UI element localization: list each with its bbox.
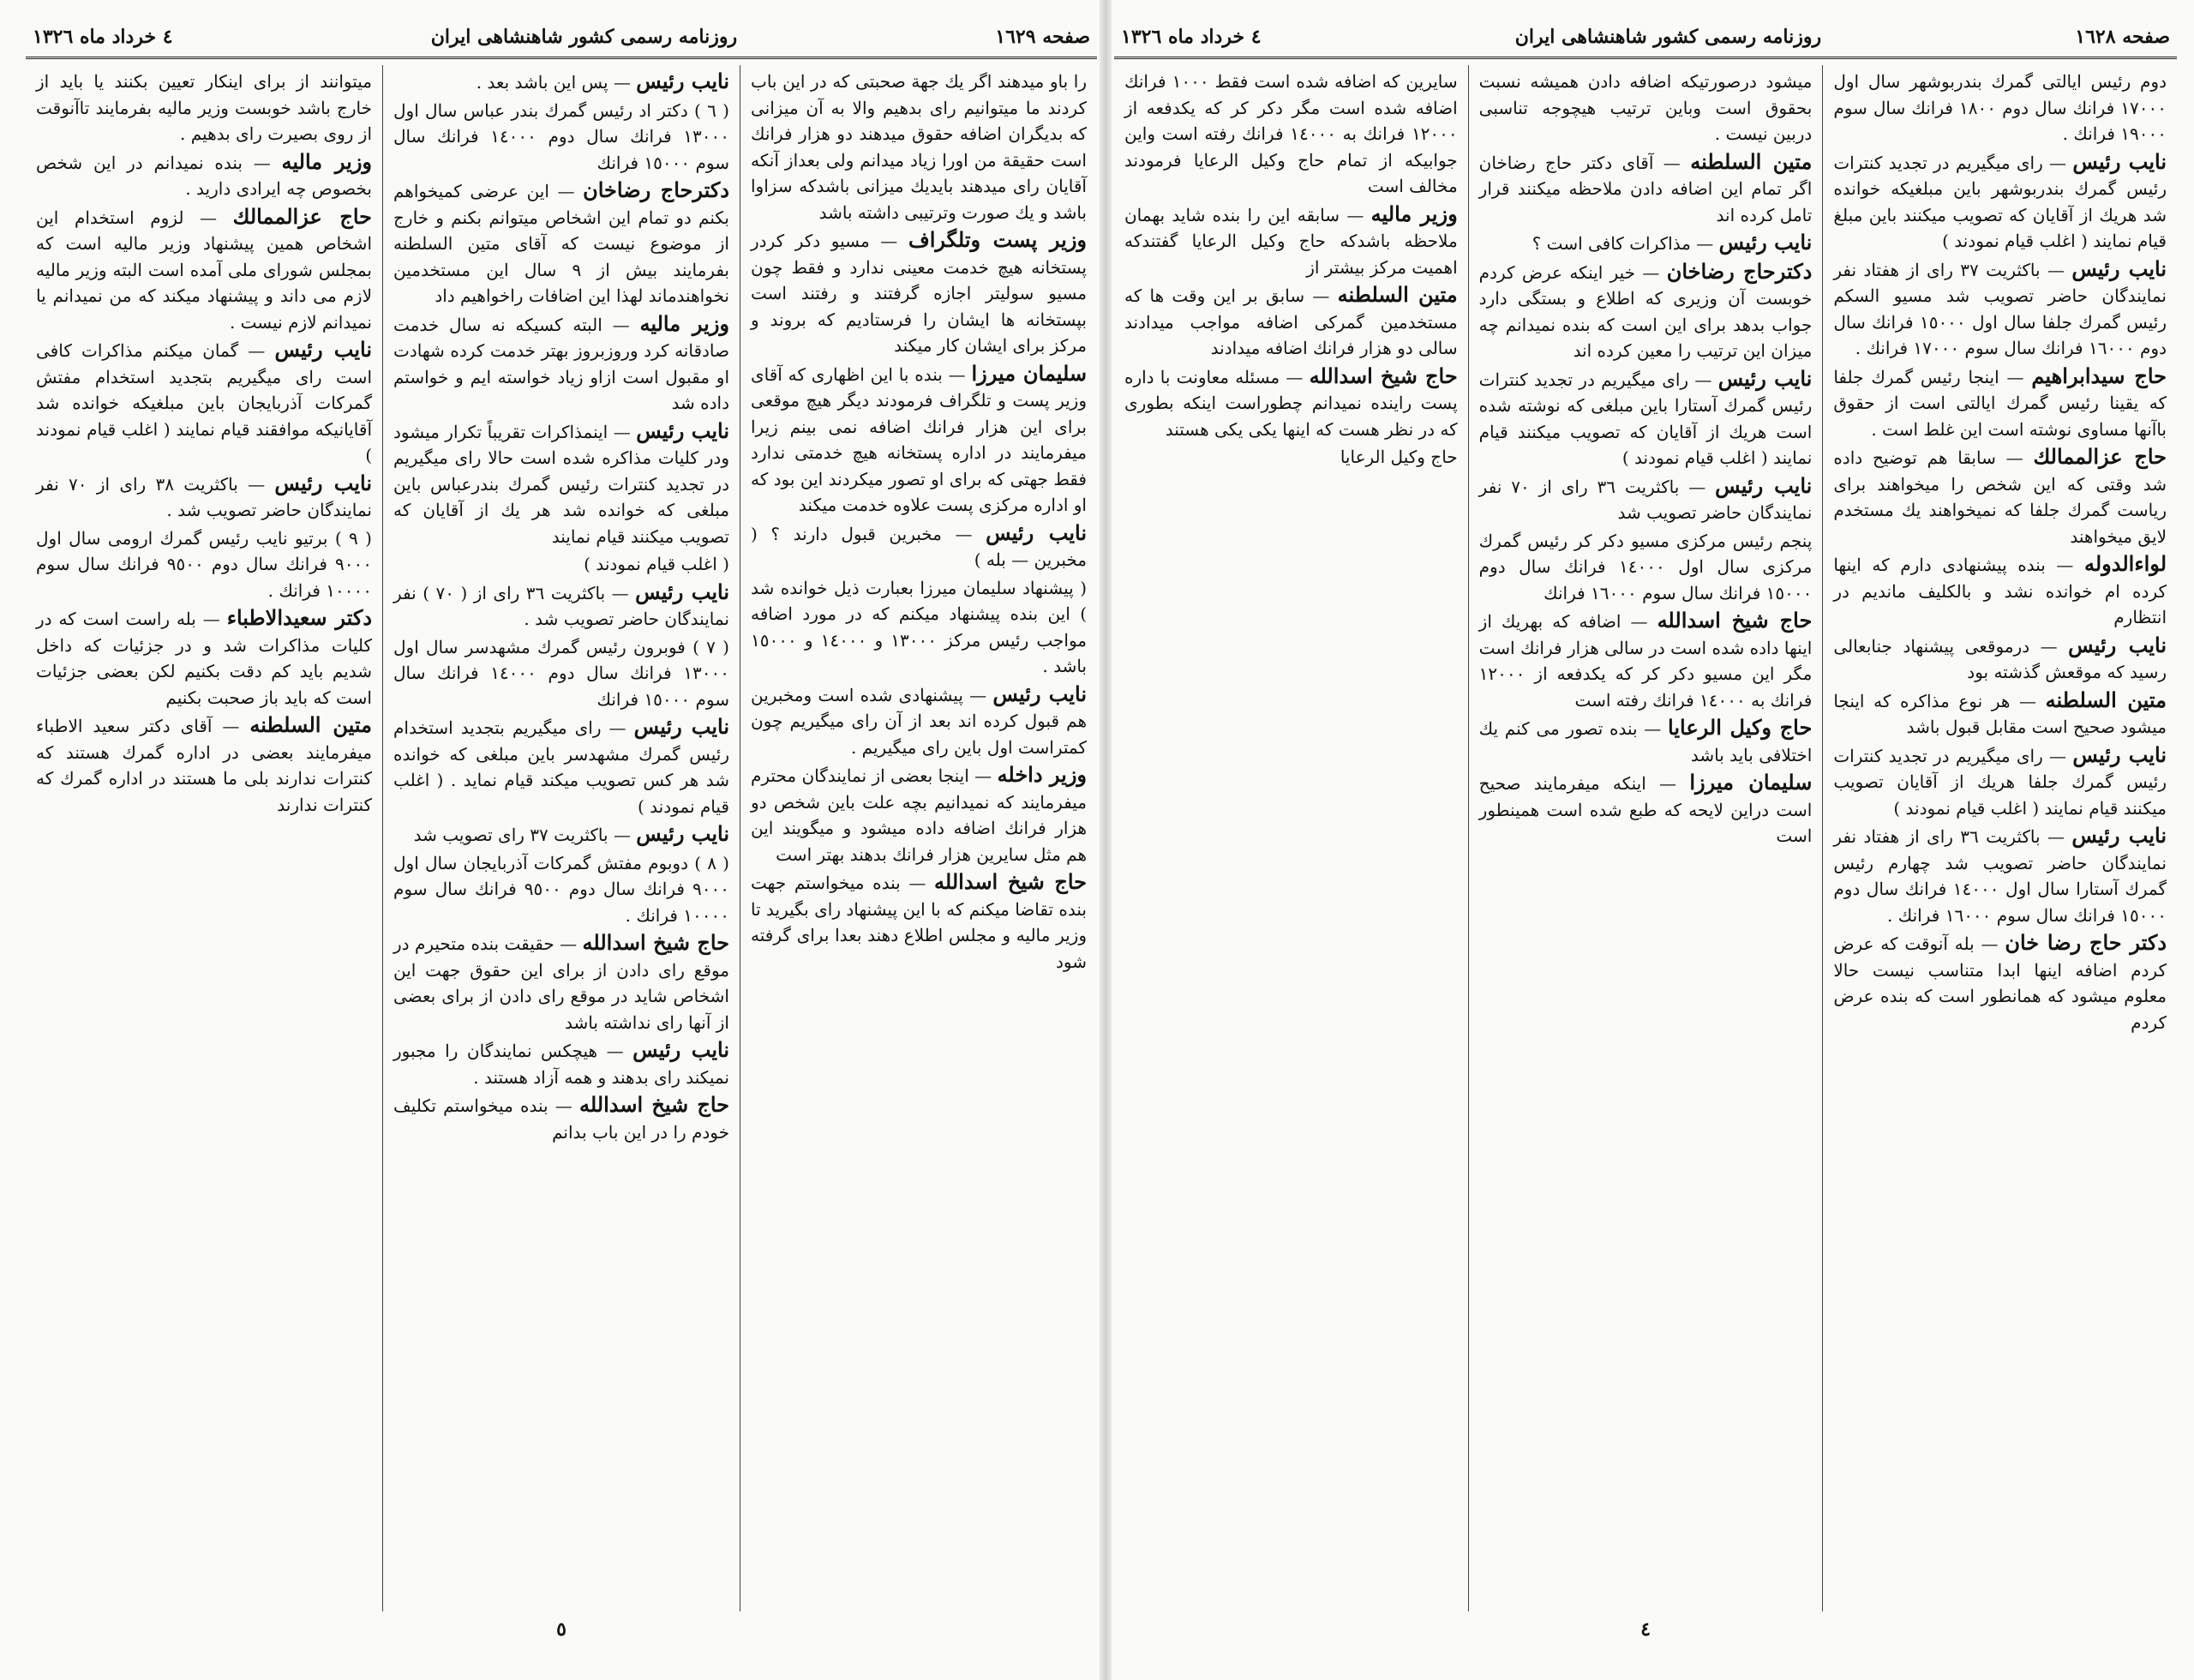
paragraph-text: — مذاکرات کافی است ؟: [1532, 233, 1714, 254]
paragraph-text: — سابقا هم توضیح داده شد وقتی که این شخص را میخواهند برای ریاست گمرك جلفا که نمیخواهند یك مستخدم لایق میخواهند: [1833, 447, 2167, 547]
paragraph: [393, 579, 729, 633]
paragraph: [393, 1037, 729, 1090]
paragraph: [751, 227, 1087, 359]
speaker-name: دکتر حاج رضا خان: [2005, 930, 2167, 955]
paragraph: [393, 98, 729, 177]
right-page-date: ٤ خرداد ماه ١٣٢٦: [1121, 26, 1262, 48]
paragraph-text: — سابقه این را بنده شاید بهمان ملاحظه باشدکه حاج وکیل الرعایا گفتندکه اهمیت مرکز بیشتر از: [1124, 204, 1458, 278]
paragraph: [751, 762, 1087, 867]
paragraph: [1833, 823, 2167, 928]
paragraph-text: پنجم رئیس مرکزی مسیو دکر کر رئیس گمرك مرکزی سال اول ١٤٠٠٠ فرانك سال دوم ١٥٠٠٠ فرانك سال سوم ١٦٠٠٠ فرانك: [1478, 530, 1813, 603]
paragraph: [1479, 770, 1813, 849]
left-page-date: ٤ خرداد ماه ١٣٢٦: [33, 26, 173, 48]
paragraph-text: — درموقعی پیشنهاد جنابعالی رسید که موقعش گذشته بود: [1833, 635, 2167, 682]
paragraph-text: را باو میدهند اگر یك جهة صحبتی که در این باب کردند ما میتوانیم رای بدهیم والا به آن میزانی که بدیگران اضافه حقوق میدهند دو هزار فرانك است حقیقة من اورا زیاد میدانم ولی بعداز آنکه آقایان رای میدهند بایدیك میزانی باشدکه سزاوا باشد و یك صورت وترتیبی داشته باشد: [751, 71, 1087, 223]
paragraph: [751, 869, 1087, 975]
speaker-name: حاج عزالممالك: [232, 203, 373, 229]
paragraph: [393, 634, 729, 713]
right-page-header: [1114, 17, 2177, 59]
left-page-column: [26, 65, 382, 1611]
paragraph: [1479, 366, 1813, 471]
paragraph-text: ( ٩ ) برتیو نایب رئیس گمرك ارومی سال اول ٩٠٠٠ فرانك سال دوم ٩٥٠٠ فرانك سال سوم ١٠٠٠٠ فرانك .: [36, 527, 372, 601]
speaker-name: حاج شیخ اسدالله: [582, 930, 729, 955]
right-page-folio: ٤: [1640, 1618, 1651, 1641]
paragraph-text: — بنده میخواستم تکلیف خودم را در این باب بدانم: [393, 1095, 729, 1143]
paragraph-text: — باکثریت ٣٦ رای از ( ٧٠ ) نفر نمایندگان حاضر تصویب شد .: [393, 582, 729, 629]
speaker-name: وزیر مالیه: [281, 148, 373, 174]
paragraph: [393, 311, 729, 417]
speaker-name: نایب رئیس: [274, 470, 373, 495]
speaker-name: نایب رئیس: [2072, 148, 2167, 174]
speaker-name: حاج شیخ اسدالله: [1657, 608, 1813, 633]
paragraph-text: — بنده تصور می کنم یك اختلافی باید باشد: [1478, 718, 1813, 765]
speaker-name: دکترحاج رضاخان: [583, 177, 729, 202]
paragraph: [1479, 230, 1813, 257]
paragraph: [1833, 256, 2167, 362]
paragraph-text: — رای میگیریم بتجدید استخدام رئیس گمرك مشهدسر باین مبلغی که خوانده شد هر کس تصویب میکند قیام نماید . ( اغلب قیام نمودند ): [393, 717, 729, 817]
speaker-name: نایب رئیس: [636, 821, 729, 846]
right-page-columns: [1114, 65, 2177, 1611]
speaker-name: نایب رئیس: [632, 1037, 730, 1062]
paragraph: [393, 1092, 729, 1145]
paragraph-text: — باکثریت ٣٧ رای از هفتاد نفر نمایندگان حاضر تصویب شد مسیو السکم رئیس گمرك جلفا سال اول ١٥٠٠٠ فرانك سال دوم ١٦٠٠٠ فرانك سال سوم ١٧٠٠٠ فرانك .: [1833, 259, 2167, 358]
paragraph: [751, 520, 1087, 573]
paragraph: [1479, 259, 1813, 364]
left-page-columns: [26, 65, 1097, 1611]
paragraph-text: — آقای دکتر حاج رضاخان اگر تمام این اضافه دادن ملاحظه میکنند قرار تامل کرده اند: [1478, 152, 1813, 225]
paragraph: [393, 177, 729, 309]
paragraph: [1124, 69, 1458, 200]
speaker-name: حاج شیخ اسدالله: [934, 869, 1087, 894]
paragraph-text: — مخبرین قبول دارند ؟ ( مخبرین — بله ): [751, 523, 1087, 570]
speaker-name: حاج سیدابراهیم: [2031, 363, 2167, 388]
speaker-name: نایب رئیس: [636, 69, 729, 93]
speaker-name: نایب رئیس: [2072, 741, 2167, 767]
paragraph: [36, 471, 372, 524]
paragraph: [36, 149, 372, 202]
paragraph-text: میتوانند از برای اینکار تعیین بکنند یا باید از خارج باشد خوبست وزیر مالیه بفرمایند تاآنوقت از روی بصیرت رای بدهیم .: [36, 71, 372, 144]
binding-gutter: [1100, 0, 1112, 1680]
paragraph: [1833, 742, 2167, 822]
speaker-name: نایب رئیس: [986, 519, 1088, 545]
speaker-name: نایب رئیس: [1717, 365, 1813, 391]
speaker-name: حاج وکیل الرعایا: [1668, 715, 1813, 740]
paragraph: [1833, 551, 2167, 631]
paragraph-text: — باکثریت ٣٦ رای از ٧٠ نفر نمایندگان حاضر تصویب شد: [1478, 476, 1813, 523]
paragraph: [36, 204, 372, 336]
paragraph-text: — گمان میکنم مذاکرات کافی است رای میگیریم بتجدید استخدام مفتش گمرکات آذربایجان باین مبلغیکه خوانده شد آقایانیکه موافقند قیام نمایند ( اغلب قیام نمودند ): [36, 340, 372, 465]
left-page-header: [26, 17, 1097, 59]
paragraph: [393, 930, 729, 1035]
left-page-title: روزنامه رسمی کشور شاهنشاهی ایران: [430, 26, 738, 48]
speaker-name: حاج شیخ اسدالله: [1309, 363, 1458, 388]
paragraph: [1479, 715, 1813, 768]
paragraph-text: — مسئله معاونت با داره پست راینده نمیدانم چطوراست اینکه بطوری که در نظر هست که اینها یکی یکی هستند: [1124, 366, 1458, 440]
paragraph-text: — بله آنوقت که عرض کردم اضافه اینها ابدا متناسب نیست حالا معلوم میشود که همانطور است که بنده عرض کردم: [1833, 933, 2167, 1033]
paragraph: [1479, 69, 1813, 147]
right-page-column: [1114, 65, 1468, 1611]
speaker-name: نایب رئیس: [633, 714, 729, 739]
speaker-name: دکتر سعیدالاطباء: [226, 605, 373, 630]
speaker-name: وزیر مالیه: [1370, 201, 1458, 226]
paragraph: [1124, 363, 1458, 443]
speaker-name: حاج عزالممالك: [2033, 444, 2167, 469]
paragraph: [1124, 201, 1458, 281]
paragraph-text: — بله راست است که در کلیات مذاکرات شد و در جزئیات که داخل شدیم باید کم دقت بکنیم لکن بعضی جزئیات است که باید باز صحبت بکنیم: [36, 609, 372, 708]
speaker-name: دکترحاج رضاخان: [1666, 258, 1813, 284]
paragraph: [751, 575, 1087, 680]
paragraph-text: — اضافه که بهریك از اینها داده شده است در سالی هزار فرانك است مگر این مسیو دکر کر که یکدفعه از ١٢٠٠٠ فرانك به ١٤٠٠٠ فرانك رفته است: [1478, 611, 1813, 711]
paragraph: [393, 850, 729, 929]
speaker-name: حاج شیخ اسدالله: [578, 1092, 729, 1117]
speaker-name: متین السلطنه: [249, 712, 372, 737]
paragraph-text: — اینمذاکرات تقریباً تکرار میشود ودر کلیات مذاکره شده است حالا رای میگیریم در تجدید کنترات رئیس گمرك بندرعباس باین مبلغی که خوانده شد هر یك از آقایان که تصویب میکنند قیام نمایند: [393, 421, 729, 547]
paragraph: [751, 69, 1087, 225]
paragraph: [751, 361, 1087, 519]
left-page-column: [382, 65, 740, 1611]
paragraph: [36, 525, 372, 604]
speaker-name: نایب رئیس: [274, 337, 372, 362]
paragraph-text: — باکثریت ٣٨ رای از ٧٠ نفر نمایندگان حاضر تصویب شد .: [36, 473, 372, 520]
paragraph-text: میشود درصورتیکه اضافه دادن همیشه نسبت بحقوق است وباین ترتیب هیچوجه تناسبی دربین نیست .: [1478, 71, 1813, 144]
paragraph-text: — بنده میخواستم جهت بنده تقاضا میکنم که با این پیشنهاد رای بگیرید تا وزیر مالیه و مجلس اطلاع دهند بعدا برای گرفته شود: [750, 873, 1087, 972]
speaker-name: متین السلطنه: [1337, 282, 1458, 307]
paragraph-text: — باکثریت ٣٧ رای تصویب شد: [413, 825, 631, 845]
speaker-name: وزیر پست وتلگراف: [908, 227, 1088, 252]
paragraph-text: — این عرضی کمیخواهم بکنم دو تمام این اشخاص میتوانم بکنم و خارج از موضوع نیست که آقای متین السلطنه بفرمایند بیش از ٩ سال این مستخدمین نخواهندماند لهذا این اضافات راخواهیم داد: [393, 181, 730, 306]
paragraph: [1833, 633, 2167, 686]
paragraph-text: ( ٦ ) دکتر اد رئیس گمرك بندر عباس سال اول ١٣٠٠٠ فرانك سال دوم ١٤٠٠٠ فرانك سال سوم ١٥٠٠٠ فرانك: [393, 99, 729, 173]
paragraph: [393, 418, 729, 550]
paragraph-text: — پیشنهادی شده است ومخبرین هم قبول کرده اند بعد از آن رای میگیریم چون کمتراست اول باین رای میگیریم .: [751, 684, 1087, 758]
paragraph: [36, 605, 372, 711]
paragraph-text: ( ٨ ) دوبوم مفتش گمرکات آذربایجان سال اول ٩٠٠٠ فرانك سال دوم ٩٥٠٠ فرانك سال سوم ١٠٠٠٠ فرانك .: [393, 852, 729, 926]
paragraph-text: سایرین که اضافه شده است فقط ١٠٠٠ فرانك اضافه شده است مگر دکر کر که یکدفعه از ١٢٠٠٠ فرانك به ١٤٠٠٠ فرانك رفته است واین جوابیکه از تمام حاج وکیل الرعایا فرمودند مخالف است: [1124, 71, 1458, 196]
paragraph-text: — رای میگیریم در تجدید کنترات رئیس گمرك بندربوشهر باین مبلغیکه خوانده شد هریك از آقایان که تصویب میکنند باین مبلغ قیام نمایند ( اغلب قیام نمودند ): [1833, 152, 2167, 251]
speaker-name: سلیمان میرزا: [971, 360, 1087, 386]
paragraph-text: — رای میگیریم در تجدید کنترات رئیس گمرك جلفا هریك از آقایان تصویب میکنند قیام نمایند ( اغلب قیام نمودند ): [1833, 745, 2167, 819]
paragraph: [393, 821, 729, 849]
speaker-name: نایب رئیس: [635, 579, 729, 604]
speaker-name: متین السلطنه: [1690, 148, 1813, 174]
speaker-name: سلیمان میرزا: [1689, 770, 1813, 795]
right-page-column: [1468, 65, 1823, 1611]
paragraph: [36, 337, 372, 469]
speaker-name: نایب رئیس: [2071, 823, 2167, 848]
paragraph-text: — پس این باشد بعد .: [476, 72, 631, 93]
paragraph-text: — اینکه میفرمایند صحیح است دراین لایحه که طبع شده است همینطور است: [1478, 773, 1813, 846]
paragraph: [1124, 282, 1458, 362]
paragraph: [751, 681, 1087, 761]
paragraph-text: — بنده پیشنهادی دارم که اینها کرده ام خوانده نشد و بالکلیف ماندیم در انتظارم: [1833, 555, 2167, 627]
paragraph: [393, 551, 729, 578]
paragraph: [36, 69, 372, 147]
speaker-name: نایب رئیس: [2071, 255, 2167, 281]
paragraph-text: — هر نوع مذاکره که اینجا میشود صحیح است مقابل قبول باشد: [1833, 690, 2167, 737]
paragraph-text: ( ٧ ) فوبرون رئیس گمرك مشهدسر سال اول ١٣٠٠٠ فرانك سال دوم ١٤٠٠٠ فرانك سال سوم ١٥٠٠٠ فرانك: [393, 636, 729, 710]
speaker-name: وزیر مالیه: [639, 310, 730, 336]
paragraph: [1833, 149, 2167, 255]
paragraph-text: ( اغلب قیام نمودند ): [584, 554, 729, 574]
paragraph: [1479, 528, 1813, 607]
paragraph: [1833, 930, 2167, 1035]
paragraph: [1833, 363, 2167, 443]
paragraph: [1479, 149, 1813, 229]
right-page-number: صفحه ١٦٢٨: [2075, 26, 2170, 48]
paragraph-text: — هیچکس نمایندگان را مجبور نمیکند رای بدهند و همه آزاد هستند .: [393, 1041, 729, 1088]
speaker-name: نایب رئیس: [2068, 632, 2167, 657]
paragraph: [393, 69, 729, 96]
speaker-name: نایب رئیس: [992, 681, 1087, 706]
paragraph-text: — رای میگیریم در تجدید کنترات رئیس گمرك آستارا باین مبلغی که نوشته شده است هریك از آقایان که تصویب میکنند قیام نمایند ( اغلب قیام نمودند ): [1478, 369, 1813, 468]
paragraph-text: — لزوم استخدام این اشخاص همین پیشنهاد وزیر مالیه است که بمجلس شورای ملی آمده است البته وزیر مالیه لازم می داند و پیشنهاد میکند که من نمیدانم یا نمیدانم لازم نیست .: [36, 207, 372, 333]
paragraph-text: — بنده با این اظهاری که آقای وزیر پست و تلگراف فرمودند دیگر هیچ موقعی برای این هزار فرانك اضافه نمی بینم زیرا میفرمایند در اداره پستخانه هیچ خدمتی ندارد فقط جهتی که برای او تصور میکردند این بود که او اداره مرکزی پست علاوه خدمت میکند: [751, 363, 1087, 515]
paragraph-text: — سابق بر این وقت ها که مستخدمین گمرکی اضافه مواجب میدادند سالی دو هزار فرانك اضافه میدادند: [1124, 285, 1458, 358]
left-page-column: [740, 65, 1097, 1611]
paragraph-text: — خیر اینکه عرض کردم خوبست آن وزیری که اطلاع و بستگی دارد جواب بدهد برای این است که بنده نمیدانم چه میزان این ترتیب را معین کرده اند: [1478, 261, 1813, 361]
right-page-column: [1822, 65, 2177, 1611]
speaker-name: وزیر داخله: [997, 762, 1088, 787]
paragraph: [393, 714, 729, 819]
speaker-name: لواءالدوله: [2084, 551, 2167, 576]
paragraph: [1479, 608, 1813, 713]
speaker-name: نایب رئیس: [636, 417, 730, 443]
speaker-name: نایب رئیس: [1718, 230, 1813, 255]
paragraph-text: — بنده نمیدانم در این شخص بخصوص چه ایرادی دارید .: [36, 152, 372, 199]
paragraph: [1833, 687, 2167, 741]
paragraph: [36, 712, 372, 818]
paragraph-text: — آقای دکتر سعید الاطباء میفرمایند بعضی در اداره گمرك هستند که کنترات ندارند بلی ما هستند در اداره گمرك که کنترات ندارند: [36, 716, 372, 815]
speaker-name: نایب رئیس: [1715, 472, 1813, 498]
paragraph-text: — اینجا بعضی از نمایندگان محترم میفرمایند که نمیدانیم بچه علت باین شخص دو هزار فرانك اضافه داده میشود و میگویند این هم مثل سایرین هزار فرانك بدهند بهتر است: [751, 765, 1087, 865]
paragraph-text: دوم رئیس ایالتی گمرك بندربوشهر سال اول ١٧٠٠٠ فرانك سال دوم ١٨٠٠ فرانك سال سوم ١٩٠٠٠ فرانك .: [1833, 71, 2167, 144]
left-page-number: صفحه ١٦٢٩: [995, 26, 1090, 48]
paragraph-text: — اینجا رئیس گمرك جلفا که یقینا رئیس گمرك ایالتی است از حقوق باآنها مساوی نوشته است این غلط است .: [1833, 366, 2167, 440]
paragraph-text: — البته کسیکه نه سال خدمت صادقانه کرد وروزبروز بهتر خدمت کرده شهادت او مقبول است ازاو زیاد خواسته ایم و خواستم داده شد: [393, 314, 729, 413]
paragraph-text: ( پیشنهاد سلیمان میرزا بعبارت ذیل خوانده شد ) این بنده پیشنهاد میکنم که در مورد اضافه مواجب رئیس مرکز ١٣٠٠٠ و ١٤٠٠٠ و ١٥٠٠٠ باشد .: [751, 577, 1087, 676]
right-page-title: روزنامه رسمی کشور شاهنشاهی ایران: [1514, 26, 1822, 48]
left-page-folio: ٥: [556, 1618, 566, 1641]
paragraph-text: — حقیقت بنده متحیرم در موقع رای دادن از برای این حقوق جهت این اشخاص شاید در موقع رای دادن از برای بعضی از آنها رای نداشته باشد: [393, 933, 729, 1033]
speaker-name: متین السلطنه: [2045, 687, 2167, 712]
paragraph-text: — باکثریت ٣٦ رای از هفتاد نفر نمایندگان حاضر تصویب شد چهارم رئیس گمرك آستارا سال اول ١٤٠٠٠ فرانك سال دوم ١٥٠٠٠ فرانك سال سوم ١٦٠٠٠ فرانك .: [1833, 826, 2167, 926]
paragraph-text: — مسیو دکر کردر پستخانه هیچ خدمت معینی ندارد و فقط چون مسیو سولیتر اجازه گرفتند و رفتند است بپستخانه ها ایشان را فرستادیم که بروند و مرکز برای ایشان کار میکند: [751, 231, 1087, 356]
paragraph: [1833, 444, 2167, 549]
left-page: [26, 17, 1097, 1646]
paragraph: [1479, 473, 1813, 526]
paragraph: [1833, 69, 2167, 147]
paragraph: [1124, 444, 1458, 471]
right-page: [1114, 17, 2177, 1646]
paragraph-text: حاج وکیل الرعایا: [1340, 447, 1458, 467]
